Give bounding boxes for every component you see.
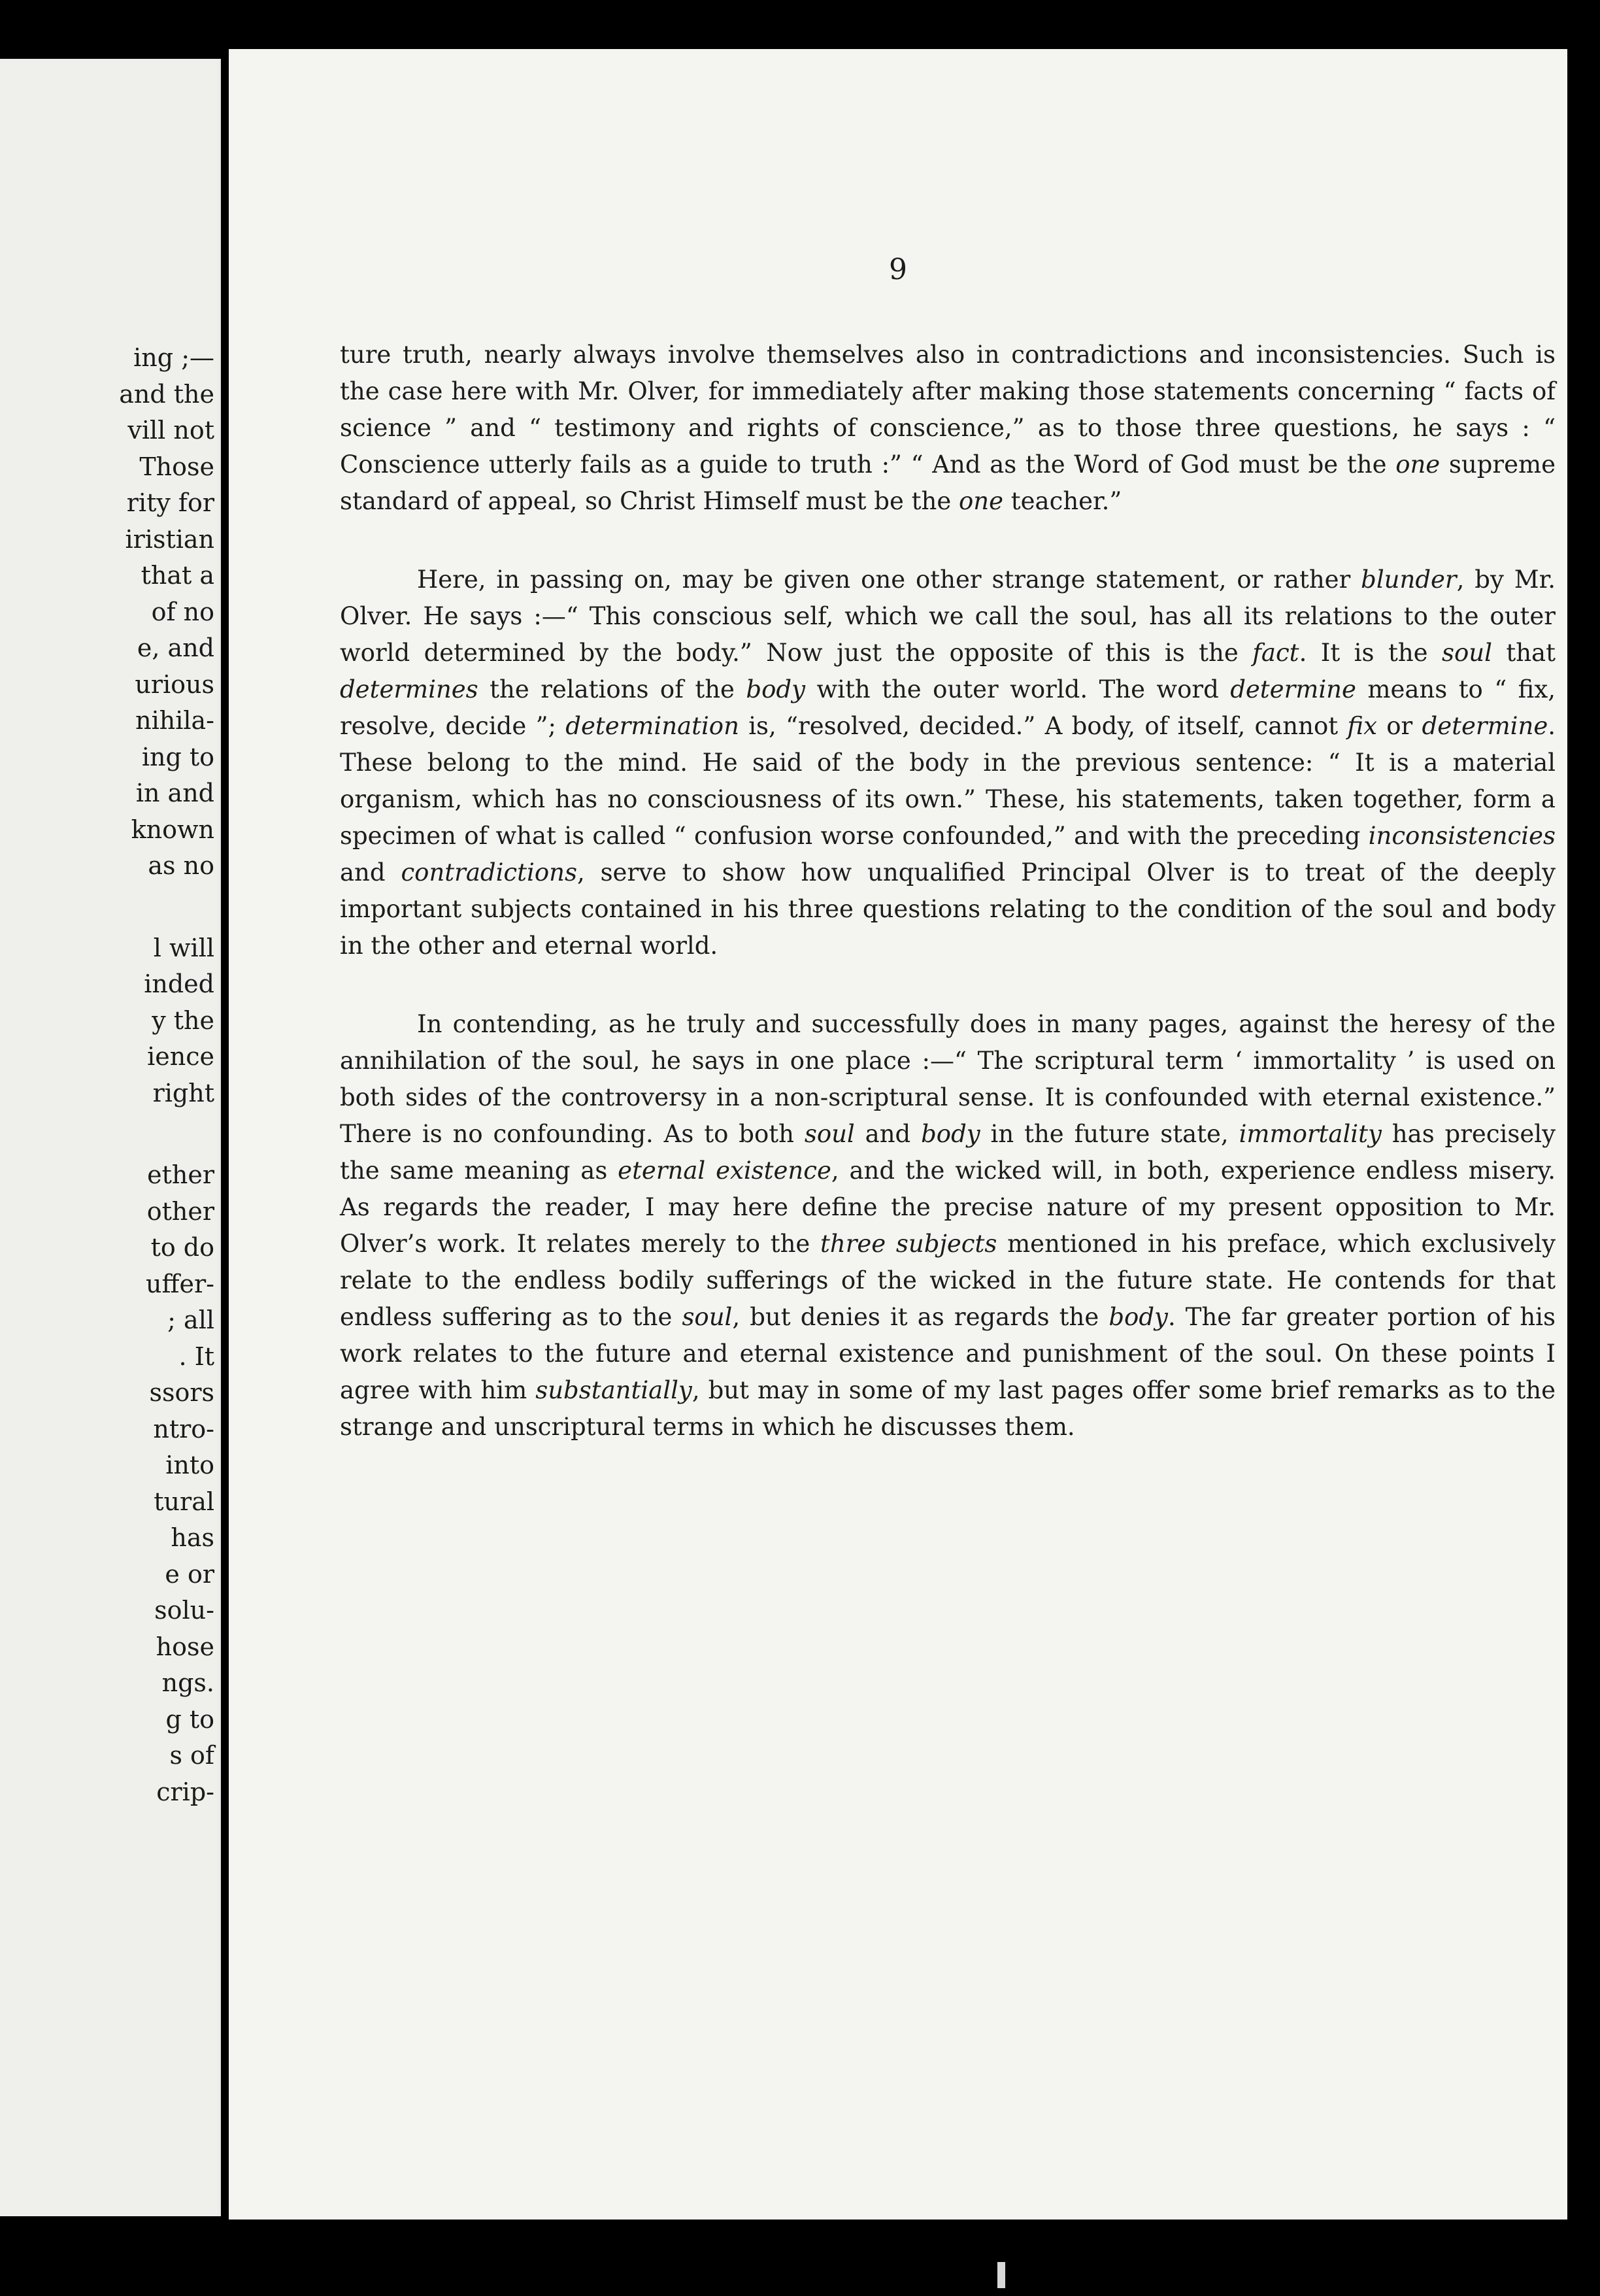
text-run: , but denies it as regards the — [732, 1303, 1109, 1331]
italic-text: one — [1395, 450, 1441, 479]
text-run: ture truth, nearly always involve themselves also in contradictions and inconsistencies. Such is the case here with Mr. Olver, for immediately after making those statements concerning “ facts of science ” and “ testimony and rights of conscience,” as to those three questions, he says : “ Conscience utterly fails as a guide to truth :” “ And as the Word of God must be the — [340, 341, 1556, 479]
italic-text: body — [1108, 1303, 1168, 1331]
left-line-fragment: nihila- — [135, 706, 214, 735]
text-run: with the outer world. The word — [805, 675, 1231, 703]
text-run: , serve to show how unqualified Principal Olver is to treat of the deeply important subjects contained in his three questions relating to the condition of the soul and body in the other and eternal world. — [340, 858, 1556, 960]
text-run: in the future state, — [980, 1120, 1239, 1148]
left-line-fragment: solu- — [154, 1596, 214, 1625]
text-run: that — [1492, 639, 1556, 667]
left-line-fragment: in and — [135, 779, 214, 807]
paragraph — [340, 562, 1556, 964]
text-run: . These belong to the mind. He said of the body in the previous sentence: “ It is a material organism, which has no consciousness of its own.” These, his statements, taken together, form a specimen of what is called “ confusion worse confounded,” and with the preceding — [340, 712, 1556, 850]
text-run: means to “ fix, resolve, decide ”; — [340, 675, 1556, 740]
left-line-fragment: right — [152, 1078, 214, 1107]
left-page-edge — [0, 59, 221, 2216]
italic-text: determines — [340, 675, 478, 703]
left-line-fragment: vill not — [127, 416, 214, 445]
left-line-fragment: rity for — [126, 488, 214, 517]
italic-text: determine — [1422, 712, 1548, 740]
italic-text: fact — [1252, 639, 1299, 667]
fragment-gap — [119, 1111, 214, 1157]
italic-text: contradictions — [401, 858, 577, 886]
left-line-fragment: ing ;— — [133, 343, 214, 372]
left-line-fragment: known — [131, 815, 214, 844]
left-line-fragment: into — [165, 1451, 214, 1479]
text-run: In contending, as he truly and successfully does in many pages, against the heresy of the annihilation of the soul, he says in one place :—“ The scriptural term ‘ immortality ’ is used on both sides of the controversy in a non-scriptural sense. It is confounded with eternal existence.” There is no confounding. As to both — [340, 1010, 1556, 1148]
text-run: , but may in some of my last pages offer some brief remarks as to the strange and unscriptural terms in which he discusses them. — [340, 1376, 1556, 1441]
left-line-fragment: as no — [148, 851, 214, 880]
left-line-fragment: other — [146, 1196, 214, 1226]
italic-text: soul — [682, 1303, 733, 1331]
italic-text: inconsistencies — [1368, 822, 1556, 850]
left-line-fragment: s of — [169, 1741, 214, 1770]
left-line-fragment: that a — [141, 561, 214, 590]
italic-text: body — [746, 675, 805, 703]
left-line-fragment: l will — [153, 933, 214, 962]
text-run: Here, in passing on, may be given one other strange statement, or rather — [417, 566, 1361, 594]
text-run: is, “resolved, decided.” A body, of itself, cannot — [739, 712, 1348, 740]
left-line-fragment: of no — [151, 597, 214, 626]
italic-text: fix — [1347, 712, 1377, 740]
left-page-text-fragments — [119, 340, 214, 1810]
left-line-fragment: e, and — [137, 633, 214, 662]
italic-text: determine — [1230, 675, 1356, 703]
italic-text: immortality — [1239, 1120, 1382, 1148]
left-line-fragment: tural — [154, 1487, 214, 1516]
italic-text: determination — [565, 712, 739, 740]
italic-text: soul — [1441, 639, 1492, 667]
text-run: supreme standard of appeal, so Christ Himself must be the — [340, 450, 1556, 515]
left-line-fragment: ether — [147, 1160, 214, 1189]
left-line-fragment: ience — [147, 1042, 214, 1071]
text-run: mentioned in his preface, which exclusively relate to the endless bodily sufferings of the wicked in the future state. He contends for that endless suffering as to the — [340, 1230, 1556, 1331]
paragraph — [340, 337, 1556, 520]
text-run: . The far greater portion of his work relates to the future and eternal existence and punishment of the soul. On these points I agree with him — [340, 1303, 1556, 1404]
left-line-fragment: to do — [150, 1233, 214, 1262]
left-line-fragment: e or — [165, 1559, 214, 1589]
text-run: the relations of the — [478, 675, 746, 703]
italic-text: body — [921, 1120, 980, 1148]
left-line-fragment: ; all — [167, 1306, 214, 1334]
italic-text: substantially — [535, 1376, 692, 1404]
paragraph — [340, 1006, 1556, 1445]
left-line-fragment: ngs. — [161, 1668, 214, 1697]
left-line-fragment: g to — [165, 1704, 214, 1734]
text-run: . It is the — [1299, 639, 1442, 667]
left-line-fragment: y the — [152, 1005, 214, 1035]
text-run: teacher.” — [1003, 487, 1122, 515]
left-line-fragment: urious — [135, 669, 214, 699]
left-line-fragment: has — [171, 1523, 214, 1552]
left-line-fragment: inded — [144, 970, 214, 998]
book-page — [229, 49, 1567, 2220]
body-text — [340, 337, 1556, 1445]
text-run: , and the wicked will, in both, experience endless misery. As regards the reader, I may here define the precise nature of my present opposition to Mr. Olver’s work. It relates merely to the — [340, 1156, 1556, 1258]
left-line-fragment: and the — [119, 379, 214, 409]
left-line-fragment: . It — [178, 1342, 214, 1371]
italic-text: blunder — [1361, 566, 1457, 594]
text-run: or — [1376, 712, 1422, 740]
text-run: has precisely the same meaning as — [340, 1120, 1556, 1185]
text-run: , by Mr. Olver. He says :—“ This conscious self, which we call the soul, has all its relations to the outer world determined by the body.” Now just the opposite of this is the — [340, 566, 1556, 667]
left-line-fragment: crip- — [156, 1777, 214, 1806]
italic-text: eternal existence — [618, 1156, 831, 1185]
italic-text: one — [959, 487, 1004, 515]
italic-text: soul — [804, 1120, 855, 1148]
fragment-gap — [119, 885, 214, 930]
left-line-fragment: ntro- — [153, 1414, 214, 1443]
left-line-fragment: Those — [139, 452, 214, 481]
left-line-fragment: ssors — [149, 1378, 214, 1407]
scan-artifact — [997, 2262, 1005, 2288]
left-line-fragment: hose — [156, 1632, 214, 1661]
text-run: and — [340, 858, 401, 886]
italic-text: three subjects — [820, 1230, 997, 1258]
left-line-fragment: uffer- — [146, 1269, 214, 1298]
page-number: 9 — [889, 253, 907, 286]
left-line-fragment: iristian — [125, 524, 214, 554]
text-run: and — [854, 1120, 922, 1148]
left-line-fragment: ing to — [141, 742, 214, 771]
